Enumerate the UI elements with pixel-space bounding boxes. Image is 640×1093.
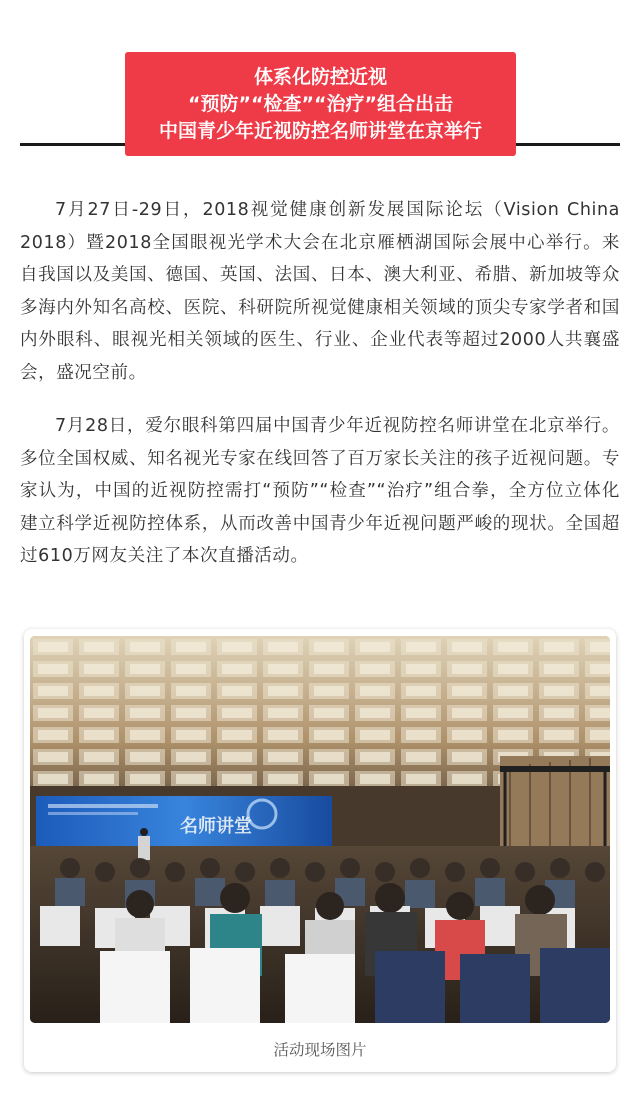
title-line-3: 中国青少年近视防控名师讲堂在京举行 bbox=[158, 119, 482, 142]
event-photo-illustration bbox=[30, 636, 610, 1023]
event-photo-card bbox=[24, 629, 616, 1072]
stage-screen-text: 名师讲堂 bbox=[180, 816, 252, 837]
article-header bbox=[0, 0, 640, 170]
title-banner bbox=[125, 52, 516, 156]
title-line-1: 体系化防控近视 bbox=[253, 65, 387, 88]
article-paragraph-2: 7月28日，爱尔眼科第四届中国青少年近视防控名师讲堂在北京举行。多位全国权威、知名视光专家在线回答了百万家长关注的孩子近视问题。专家认为，中国的近视防控需打“预防”“检查”“治疗”组合拳，全方位立体化建立科学近视防控体系，从而改善中国青少年近视问题严峻的现状。全国超过610万网友关注了本次直播活动。 bbox=[20, 416, 620, 566]
photo-caption: 活动现场图片 bbox=[273, 1041, 367, 1059]
title-line-2: “预防”“检查”“治疗”组合出击 bbox=[188, 92, 453, 115]
event-photo[interactable] bbox=[30, 636, 610, 1023]
article-paragraph-1: 7月27日-29日，2018视觉健康创新发展国际论坛（Vision China 2018）暨2018全国眼视光学术大会在北京雁栖湖国际会展中心举行。来自我国以及美国、德国、英国、法国、日本、澳大利亚、希腊、新加坡等众多海内外知名高校、医院、科研院所视觉健康相关领域的顶尖专家学者和国内外眼科、眼视光相关领域的医生、行业、企业代表等超过2000人共襄盛会，盛况空前。 bbox=[20, 200, 620, 383]
